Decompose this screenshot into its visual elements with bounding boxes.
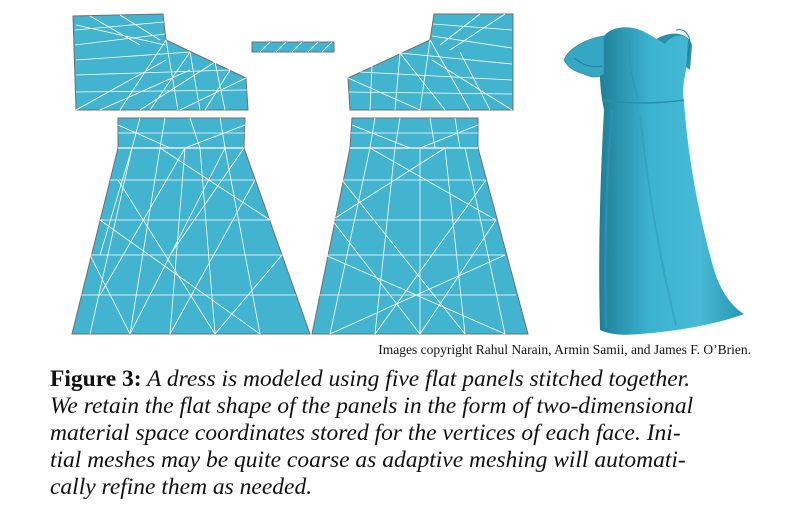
caption-text-1: A dress is modeled using five flat panels stitched together. xyxy=(141,366,691,392)
figure-caption xyxy=(50,366,770,501)
rendered-dress xyxy=(564,27,744,335)
caption-line-3: material space coordinates stored for the vertices of each face. Ini- xyxy=(50,420,681,446)
caption-line-4: tial meshes may be quite coarse as adaptive meshing will automati- xyxy=(50,447,686,473)
caption-line-5: cally refine them as needed. xyxy=(50,474,313,500)
right-bodice-panel xyxy=(348,14,513,110)
right-skirt-panel xyxy=(312,118,528,334)
caption-line-1 xyxy=(50,366,770,393)
left-skirt-panel xyxy=(72,118,310,334)
strap-panel xyxy=(252,42,334,52)
figure-label: Figure 3: xyxy=(50,366,142,392)
left-bodice-panel xyxy=(73,14,248,110)
caption-line-2: We retain the flat shape of the panels in the form of two-dimensional xyxy=(50,393,694,419)
image-credit: Images copyright Rahul Narain, Armin Samii, and James F. O’Brien. xyxy=(378,342,751,357)
